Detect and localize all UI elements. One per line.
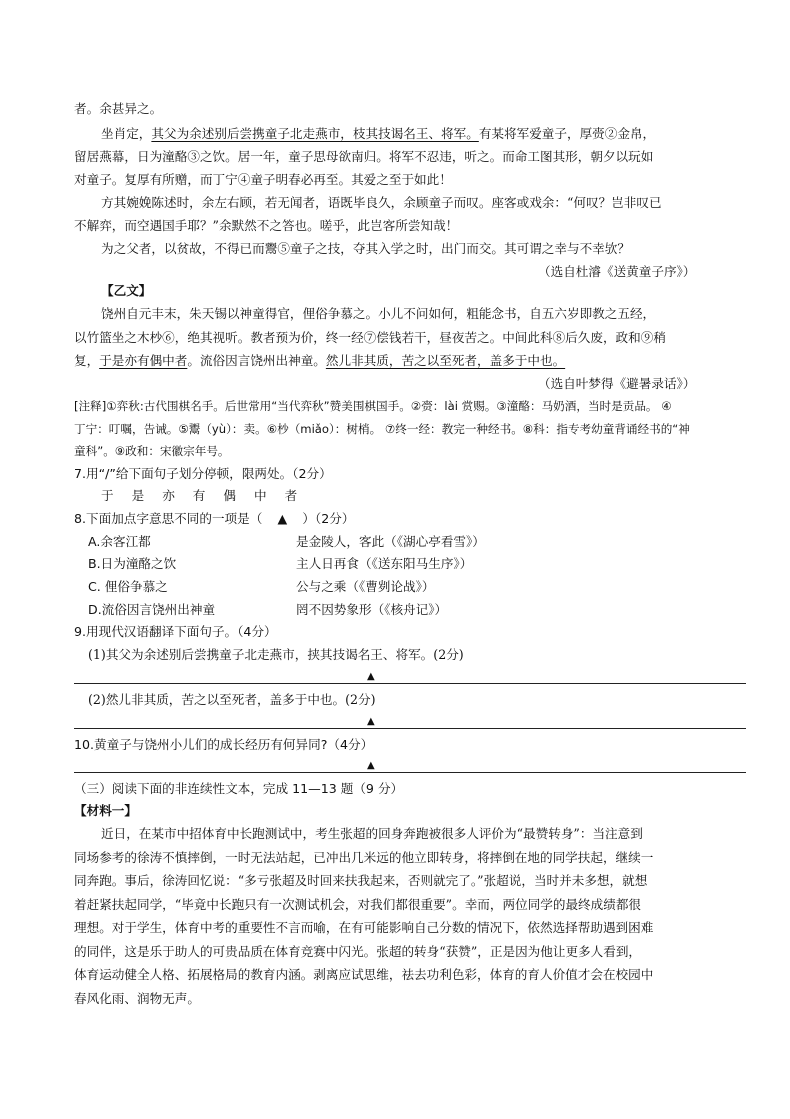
yi-heading: 【乙文】 [101,283,152,298]
material-1-line-7: 体育运动健全人格、拓展格局的教育内涵。剥离应试思维，祛去功利色彩，体育的育人价值才会在校园中 [74,967,654,982]
q10-answer-mark: ▲ [367,760,375,771]
material-1-line-6: 的同伴，这是乐于助人的可贵品质在体育竞赛中闪光。张超的转身“获赞”，正是因为他让更多人看到， [74,944,642,959]
material-1-heading: 【材料一】 [74,803,137,818]
q9-answer-line-1[interactable] [74,683,746,684]
yi-l3-text-b: 。流俗因言饶州出神童。 [187,353,326,368]
q8-option-b-left: B.日为潼酪之饮 [88,556,177,571]
jia-p1-text-b: 有某将军爱童子，厚赍②金帛， [478,126,656,141]
q8-stem [74,511,354,527]
jia-p1-text-a: 坐肖定， [101,126,152,141]
q8-option-c-left: C. 俚俗争慕之 [88,579,168,594]
jia-para-3: 为之父者，以贫故，不得已而鬻⑤童子之技，夺其入学之时，出门而交。其可谓之幸与不幸欤？ [101,241,630,256]
jia-para-1-line-3: 对童子。复厚有所赠，而丁宁④童子明春必再至。其爱之至于如此！ [74,172,452,187]
yi-line-2: 以竹篮坐之木杪⑥，绝其视听。教者预为价，终一经⑦偿钱若干，昼夜苦之。中间此科⑧后久废，政和⑨稍 [74,330,666,345]
q10-stem: 10.黄童子与饶州小儿们的成长经历有何异同?（4分） [74,737,374,752]
q7-stem: 7.用“/”给下面句子划分停顿，限两处。（2分） [74,466,332,481]
material-1-line-5: 理想。对于学生，体育中考的重要性不言而喻，在有可能影响自己分数的情况下，依然选择帮助遇到困难 [74,920,654,935]
yi-line-3 [74,353,565,369]
q9-answer-mark-2: ▲ [367,716,375,727]
q7-sentence: 于是亦有偶中者 [101,488,316,503]
q9-sentence-2: (2)然儿非其质，苦之以至死者，盖多于中也。(2分) [88,692,376,707]
jia-para-1-line-1 [101,126,655,142]
jia-source: （选自杜濬《送黄童子序》） [538,264,696,279]
material-1-line-3: 同奔跑。事后，徐涛回忆说：“多亏张超及时回来扶我起来，否则就完了。”张超说，当时并未多想，就想 [74,873,648,888]
yi-underlined-2: 然儿非其质，苦之以至死者，盖多于中也。 [325,353,566,368]
q8-option-b-right: 主人日再食（《送东阳马生序》） [296,556,473,571]
q8-option-d-right: 罔不因势象形（《核舟记》） [296,602,448,617]
material-1-line-2: 同场参考的徐涛不慎摔倒，一时无法站起，已冲出几米远的他立即转身，将摔倒在地的同学扶起，继续一 [74,850,654,865]
q9-answer-mark-1: ▲ [367,671,375,682]
q9-stem: 9.用现代汉语翻译下面句子。（4分） [74,624,277,639]
q8-stem-a: 8.下面加点字意思不同的一项是（ [74,511,263,526]
q9-answer-line-2[interactable] [74,728,746,729]
q8-option-d-left: D.流俗因言饶州出神童 [88,602,216,617]
q10-answer-line[interactable] [74,772,746,773]
yi-l3-text-a: 复， [74,353,100,368]
q9-sentence-1: (1)其父为余述别后尝携童子北走燕市，挟其技谒名王、将军。(2分) [88,647,464,662]
section-3-title: （三）阅读下面的非连续性文本，完成 11—13 题（9 分） [74,781,404,796]
jia-para-2-line-1: 方其婉娩陈述时，余左右顾，若无闻者，语既毕良久，余顾童子而叹。座客或戏余：“何叹？岂非叹已 [101,195,662,210]
q8-answer-blank[interactable]: ▲ [277,511,288,526]
notes-line-2: 丁宁：叮嘱，告诫。⑤鬻（yù）：卖。⑥杪（miǎo）：树梢。 ⑦终一经：教完一种经书。⑧科：指专考幼童背诵经书的“神 [74,422,690,436]
notes-line-1: [注释]①弈秋:古代围棋名手。后世常用“当代弈秋”赞美围棋国手。②赍：lài 赏赐。③潼酪：马奶酒，当时是贡品。 ④ [74,399,672,413]
material-1-line-1: 近日，在某市中招体育中长跑测试中，考生张超的回身奔跑被很多人评价为“最赞转身”：当注意到 [101,826,643,841]
q8-option-a-left: A.余客江都 [88,534,151,549]
q8-stem-b: ）（2分） [302,511,355,526]
q8-option-a-right: 是金陵人，客此（《湖心亭看雪》） [296,534,485,549]
q8-option-c-right: 公与之乘（《曹刿论战》） [296,579,435,594]
yi-underlined-1: 于是亦有偶中者 [99,353,188,368]
yi-source: （选自叶梦得《避暑录话》） [538,376,696,391]
notes-line-3: 童科”。⑨政和：宋徽宗年号。 [74,444,230,458]
material-1-line-4: 着赶紧扶起同学，“毕竟中长跑只有一次测试机会，对我们都很重要”。幸而，两位同学的最终成绩都很 [74,897,642,912]
jia-p1-underlined: 其父为余述别后尝携童子北走燕市，枝其技谒名王、将军。 [151,126,479,141]
jia-para-1-line-2: 留居燕幕，日为潼酪③之饮。居一年，童子思母欲南归。将军不忍违，听之。而命工图其形，朝夕以玩如 [74,149,654,164]
jia-para-2-line-2: 不解弈，而空遇国手耶？”余默然不之答也。嗟乎，此岂客所尝知哉！ [74,218,459,233]
jia-line-1: 者。余甚异之。 [74,101,163,116]
material-1-line-8: 春风化雨、润物无声。 [74,991,200,1006]
yi-line-1: 饶州自元丰末，朱天锡以神童得官，俚俗争慕之。小儿不问如何，粗能念书，自五六岁即教之五经， [101,306,656,321]
